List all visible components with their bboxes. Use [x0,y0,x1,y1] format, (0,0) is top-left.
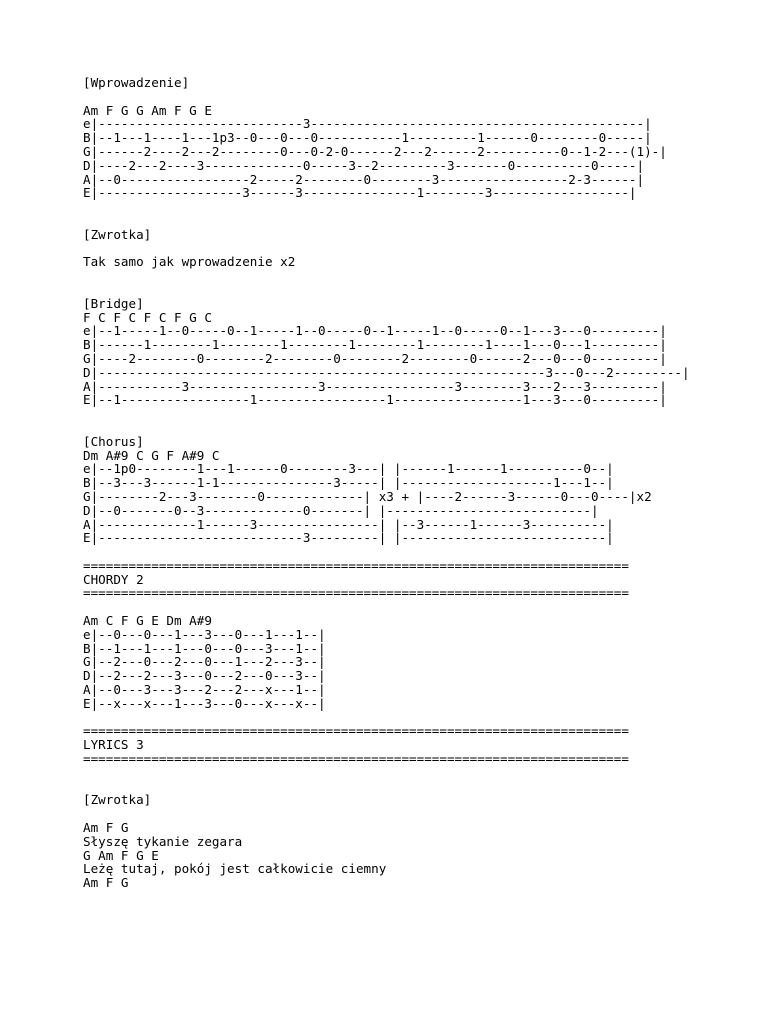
tab-line-d: D|----2---2----3-------------0-----3--2---------3-------0----------0-----| [83,157,645,173]
tab-line-e: e|--0---0---1---3---0---1---1--| [83,626,326,642]
section-heading-bridge: [Bridge] [83,295,144,311]
section-heading-chordy: CHORDY 2 [83,571,144,587]
tab-line-b: B|--1---1---1---0---0---3---1--| [83,640,326,656]
chord-line: Am F G [83,820,129,836]
tab-line-a: A|--0---3---3---2---2---x---1--| [83,682,326,698]
blank-line [83,269,723,283]
tab-line-low-e: E|--x---x---1---3---0---x---x--| [83,695,326,711]
tab-line-g: G|--2---0---2---0---1---2---3--| [83,654,326,670]
separator-line: ======================================================================== [83,723,629,739]
blank-line [83,283,723,297]
tab-line-g: G|----2--------0--------2--------0--------2--------0------2---0---0---------| [83,350,667,366]
tab-line-b: B|------1--------1--------1--------1--------1--------1----1---0---1---------| [83,337,667,353]
section-heading-zwrotka: [Zwrotka] [83,792,152,808]
tab-line-e: e|--1-----1--0-----0--1-----1--0-----0--1-----1--0-----0--1---3---0---------| [83,323,667,339]
blank-line [83,242,723,256]
lyric-line: Słyszę tykanie zegara [83,833,243,849]
separator-line: ======================================================================== [83,557,629,573]
separator-line: ======================================================================== [83,751,629,767]
tab-line-a: A|-------------1------3----------------| |--3------1------3----------| [83,516,614,532]
tab-line-low-e: E|---------------------------3---------| |---------------------------| [83,530,614,546]
tab-line-e: e|--1p0--------1---1------0--------3---| |------1------1----------0--| [83,461,614,477]
tab-line-d: D|--2---2---3---0---2---0---3--| [83,668,326,684]
tab-line-g: G|--------2---3--------0-------------| x3 + |----2------3------0---0----|x2 [83,488,652,504]
tab-line-e: e|---------------------------3--------------------------------------------| [83,116,652,132]
lyric-line: Leżę tutaj, pokój jest całkowicie ciemny [83,861,387,877]
section-heading-chorus: [Chorus] [83,433,144,449]
tab-line-d: D|--0-------0--3-------------0-------| |---------------------------| [83,502,599,518]
chord-line: G Am F G E [83,847,159,863]
blank-line [83,780,723,794]
blank-line [83,807,723,821]
separator-line: ======================================================================== [83,585,629,601]
tab-line-a: A|-----------3-----------------3-----------------3--------3---2---3---------| [83,378,667,394]
chord-line: Am C F G E Dm A#9 [83,613,212,629]
tab-line-b: B|--1---1----1---1p3--0---0---0-----------1---------1------0--------0-----| [83,130,652,146]
tab-line-low-e: E|-------------------3------3---------------1--------3------------------| [83,185,637,201]
blank-line [83,90,723,104]
blank-line [83,214,723,228]
section-heading-zwrotka: [Zwrotka] [83,226,152,242]
chord-line: Am F G [83,875,129,891]
blank-line [83,421,723,435]
section-heading-wprowadzenie: [Wprowadzenie] [83,75,190,90]
tab-line-low-e: E|--1-----------------1-----------------1-----------------1---3---0---------| [83,392,667,408]
chord-line: Am F G G Am F G E [83,102,212,118]
section-heading-lyrics: LYRICS 3 [83,737,144,753]
chord-line: F C F C F C F G C [83,309,212,325]
blank-line [83,545,723,559]
tab-document [83,76,723,890]
blank-line [83,600,723,614]
blank-line [83,766,723,780]
blank-line [83,407,723,421]
chord-line: Dm A#9 C G F A#9 C [83,447,220,463]
blank-line [83,711,723,725]
text-line: Tak samo jak wprowadzenie x2 [83,254,296,270]
tab-line-d: D|-----------------------------------------------------------3---0---2---------| [83,364,690,380]
tab-line-b: B|--3---3------1-1---------------3-----| |--------------------1---1--| [83,475,614,491]
blank-line [83,200,723,214]
tab-line-g: G|------2----2---2--------0---0-2-0------2---2------2----------0--1-2---(1)-| [83,143,667,159]
tab-line-a: A|--0-----------------2-----2--------0--------3-----------------2-3------| [83,171,645,187]
